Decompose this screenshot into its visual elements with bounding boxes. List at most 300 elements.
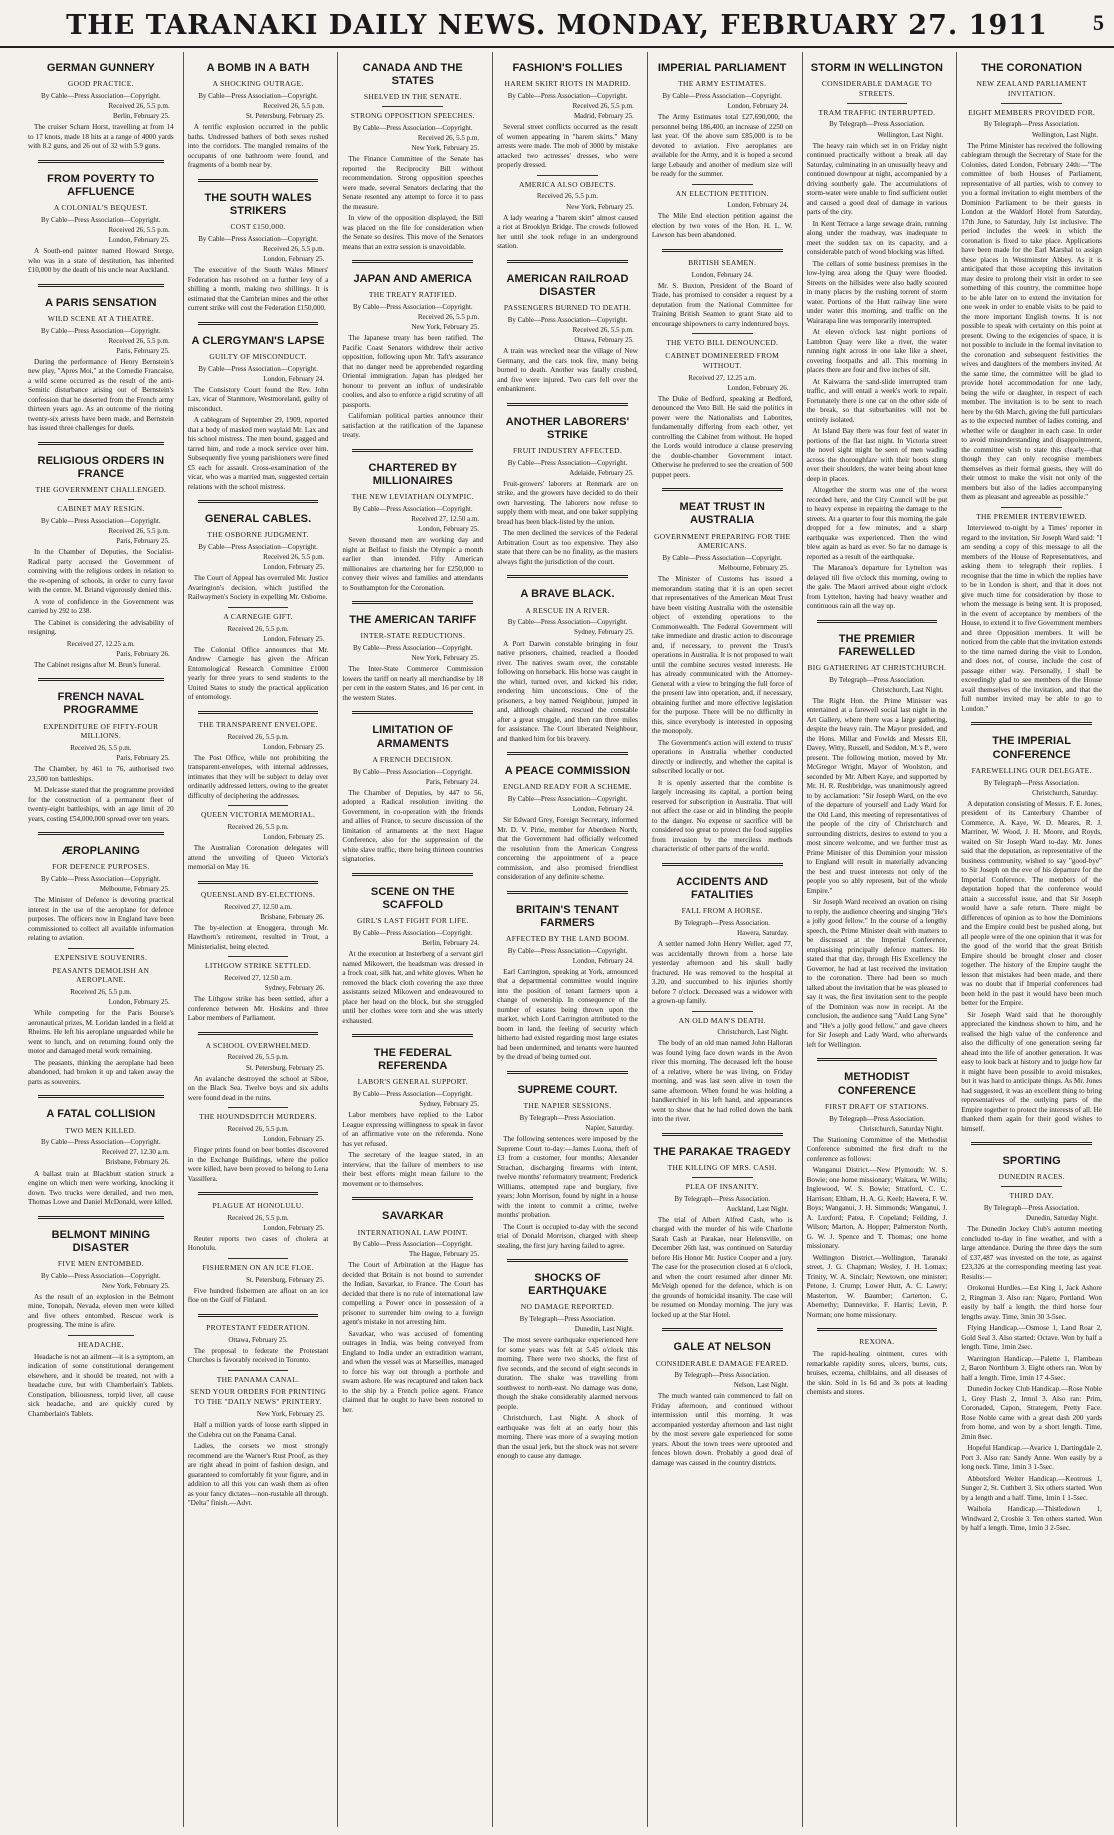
article: [497, 1272, 638, 1462]
article-headline: THE PARAKAE TRAGEDY: [653, 1145, 791, 1158]
article-headline: SHOCKS OF EARTHQUAKE: [528, 1272, 607, 1298]
article-paragraph: The secretary of the league stated, in an interview, that the failure of members to use their best efforts might mean failure to the movement or to themselves.: [342, 1151, 484, 1188]
column-rule: [382, 106, 443, 107]
article: [497, 273, 638, 395]
dateline: By Telegraph—Press Association.: [829, 1114, 925, 1123]
dateline: Dunedin, Last Night.: [574, 1325, 634, 1334]
dateline: Christchurch, Last Night.: [872, 685, 944, 694]
column-rule: [507, 575, 628, 578]
dateline: By Cable—Press Association—Copyright.: [198, 543, 318, 552]
article-headline: A BOMB IN A BATH: [206, 62, 310, 74]
dateline: By Cable—Press Association—Copyright.: [507, 315, 628, 324]
column-rule: [1001, 103, 1062, 104]
article-headline: FRENCH NAVAL PROGRAMME: [57, 691, 145, 717]
article-headline: ÆROPLANING: [61, 845, 140, 858]
article-subheading: BRITISH SEAMEN.: [688, 257, 757, 267]
article-paragraph: Savarkar, who was accused of fomenting outrages in India, was being conveyed from England to India under an extradition warrant, and when the vessel was at Marseilles, managed to force his way out through a porthole and swam ashore. He was recaptured and taken back to the ship by a French police agent. France claimed that he ought to have been restored to her.: [342, 1329, 484, 1414]
article-subheading: ENGLAND READY FOR A SCHEME.: [503, 782, 632, 792]
column-rule: [228, 1107, 289, 1108]
column-rule: [352, 260, 473, 263]
article-subheading: FRUIT INDUSTRY AFFECTED.: [512, 445, 623, 455]
article-paragraph: At the execution at Insterberg of a servant girl named Mikowert, the headsman was dressed in a frock coat, silk hat, and white gloves. When he removed the black cloth covering the axe three assistants seized Mikowert and endeavoured to place her head on the block, but she struggled until her clothes were torn and she was utterly exhausted.: [342, 950, 484, 1025]
article-subheading: NEW ZEALAND PARLIAMENT INVITATION.: [976, 79, 1087, 98]
article-subheading: FOR DEFENCE PURPOSES.: [52, 862, 150, 872]
dateline: New York, February 25.: [411, 323, 480, 332]
dateline: Melbourne, February 25.: [99, 885, 170, 894]
dateline: Received 26, 5.5 p.m.: [227, 1213, 289, 1222]
column-rule: [38, 1216, 164, 1219]
column-rule: [38, 284, 164, 287]
column-rule: [352, 1034, 473, 1037]
column-rule: [38, 442, 164, 445]
article: [961, 735, 1102, 1134]
article-paragraph: A deputation consisting of Messrs. F. E. Jones, president of its Canterbury Chamber of Commerce, A. Kaye, W. D. Meares, R. J. Marriner, W. Wood, J. H. Moore, and Royds, waited on Sir Joseph Ward to-day. Mr. Jones said that the deputation, as representative of the business community, wished to say "good-bye" to Sir Joseph on the eve of his departure for the Imperial Conference. The members of the deputation hoped that the conference would attain a successful issue, and that Sir Joseph would have a safe return. There might be differences of opinion as to how the Dominions and the Empire could best be pushed along, but all people were of the one opinion that it was for the good of the world that the great British Empire should be brought closer and closer together. The history of the Empire taught the lesson that mistakes had been made, and there was no doubt that if Imperial conferences had been held in the past it would have been much better for the Empire.: [961, 799, 1102, 1008]
column-rule: [507, 891, 628, 894]
dateline: Received 27, 12.25 a.m.: [66, 639, 135, 648]
column-rule: [198, 1314, 319, 1317]
article-headline: SAVARKAR: [382, 1210, 444, 1223]
article-headline: A PEACE COMMISSION: [504, 765, 631, 777]
article-headline: IMPERIAL PARLIAMENT: [657, 62, 787, 74]
article-paragraph: The cellars of some business premises in the low-lying area along the Quay were flooded. Streets on the hillsides were also badly scoured in many places by the rushing torrent of storm water. Portions of the Hutt railway line were under water this morning, and traffic on the Wairarapa line was temporarily interrupted.: [806, 259, 948, 325]
article-headline: BRITAIN'S TENANT FARMERS: [515, 903, 619, 929]
article: [342, 273, 483, 441]
article-paragraph: During the performance of Henry Bernstein's new play, "Apres Moi," at the Comedie Francaise, a wild scene occurred as the result of the anti-Semitic disturbance arising out of Bernstein's confession that he deserted from the French army thirteen years ago. As an outcome of the rioting twenty-six arrests have been made, and Bernstein has issued three challenges for duels.: [28, 357, 174, 433]
article-subheading: EXPENSIVE SOUVENIRS.: [54, 952, 148, 962]
column-rule: [38, 678, 164, 681]
article-paragraph: The Court of Appeal has overruled Mr. Justice Avarington's decision, which justified the Railwaymen's Society in expelling Mr. Osborne.: [187, 574, 329, 602]
column-rule: [198, 322, 319, 325]
article-subheading: THIRD DAY.: [1009, 1191, 1054, 1201]
article-subheading: SHELVED IN THE SENATE.: [363, 92, 462, 102]
dateline: Ottawa, February 25.: [574, 335, 634, 344]
article: [28, 691, 174, 824]
article-paragraph: A Port Darwin constable bringing in four native prisoners, chained, reached a flooded river. The natives swam over, the constable following on horseback. His horse was caught in the whirl, turned over, and kicked his rider, rendering him unconscious. One of the prisoners, a boy named Neighbour, jumped in and, although chained, rescued the constable after a great struggle, and then ran three miles for assistance. The Court liberated Neighbour, and thanked him for his bravery.: [497, 639, 638, 743]
dateline: Received 26, 5.5 p.m.: [227, 732, 289, 741]
dateline: By Telegraph—Press Association.: [674, 1371, 771, 1380]
column-rule: [228, 1370, 289, 1371]
column-rule: [228, 956, 289, 957]
dateline: By Cable—Press Association—Copyright.: [507, 946, 628, 955]
article: [961, 62, 1102, 714]
article-subheading: INTER-STATE REDUCTIONS.: [360, 631, 466, 641]
column-rule: [847, 103, 908, 104]
article-paragraph: At Kaiwarra the sand-slide interrupted tram traffic, and will entail a week's work to repair. Fortunately there is one car on the other side of the break, so that suburbanites will not be entirely isolated.: [806, 377, 948, 424]
article-subheading: EIGHT MEMBERS PROVIDED FOR.: [968, 107, 1096, 117]
article-paragraph: M. Delcasse stated that the programme provided for the construction of a permanent fleet of twenty-eight battleships, with an age limit of 20 years, costing £54,000,000 spread over ten years.: [28, 786, 174, 823]
column-1: [28, 52, 174, 1827]
article-subheading: PROTESTANT FEDERATION.: [206, 1322, 310, 1332]
column-rule: [537, 175, 598, 176]
article-paragraph: A lady wearing a "harem skirt" almost caused a riot at Brooklyn Bridge. The crowds followed her until she took refuge in an underground station.: [497, 213, 638, 251]
article: [188, 1323, 329, 1509]
article-headline: THE PREMIER FAREWELLED: [838, 632, 916, 658]
dateline: By Telegraph—Press Association.: [674, 1194, 771, 1203]
dateline: Christchurch, Last Night.: [717, 1028, 789, 1037]
masthead: [0, 0, 1114, 48]
dateline: By Telegraph—Press Association.: [983, 1203, 1080, 1212]
article-subheading: NO DAMAGE REPORTED.: [520, 1302, 615, 1312]
dateline: New York, February 25.: [411, 654, 480, 663]
dateline: Sydney, February 25.: [419, 1100, 480, 1109]
article: [807, 62, 948, 612]
dateline: New York, February 25.: [566, 202, 634, 211]
article-headline: FROM POVERTY TO AFFLUENCE: [47, 172, 155, 198]
article-subheading: STRONG OPPOSITION SPEECHES.: [350, 111, 475, 121]
article-paragraph: The executive of the South Wales Miners' Federation has resolved on a further levy of a shilling a month, making two shillings. It is estimated that the Cambrian mines and the other current strike will cost the Federation £150,000.: [187, 266, 329, 313]
article-subheading: AFFECTED BY THE LAND BOOM.: [505, 934, 629, 943]
column-rule: [38, 1095, 164, 1098]
dateline: By Telegraph—Press Association.: [674, 918, 771, 927]
dateline: By Cable—Press Association—Copyright.: [41, 91, 161, 100]
article-paragraph: In view of the opposition displayed, the Bill was placed on the file for consideration when the Senate so desires. This move of the Senators means that an extra session is unavoidable.: [342, 214, 484, 251]
article: [807, 1337, 948, 1397]
dateline: Received 27, 12.50 a.m.: [224, 973, 292, 982]
article-paragraph: The Cabinet is considering the advisability of resigning.: [28, 618, 174, 636]
dateline: London, February 24.: [727, 102, 789, 111]
article-headline: GENERAL CABLES.: [204, 513, 312, 526]
article-paragraph: The men declined the services of the Federal Arbitration Court as too expensive. They also state that there can be no finality, as the masters always fight the jurisdiction of the court.: [497, 529, 638, 566]
article-paragraph: Sir Edward Grey, Foreign Secretary, informed Mr. D. V. Pirie, member for Aberdeen North, that the Government had officially welcomed the resolution from the American Congress concerning the appointment of a peace commission, and also promised friendliest consideration of any definite scheme.: [497, 816, 638, 882]
article-paragraph: The Mile End election petition against the election by two votes of the Hon. H. L. W. Lawson has been abandoned.: [651, 212, 793, 240]
article-subheading: FISHERMEN ON AN ICE FLOE.: [202, 1262, 314, 1272]
dateline: By Telegraph—Press Association.: [983, 778, 1080, 787]
dateline: By Telegraph—Press Association.: [829, 120, 925, 129]
article: [652, 876, 793, 1125]
dateline: Received 26, 5.5 p.m.: [108, 225, 170, 234]
dateline: London, February 25.: [418, 525, 480, 534]
masthead-title: THE TARANAKI DAILY NEWS. MONDAY, FEBRUARY 27. 1911: [66, 10, 1048, 41]
column-rule: [198, 179, 319, 182]
article-subheading: A SHOCKING OUTRAGE.: [212, 79, 304, 89]
dateline: Paris, February 25.: [116, 536, 170, 545]
dateline: London, February 25.: [108, 998, 170, 1007]
article-paragraph: The Minister of Defence is devoting practical interest in the use of the aeroplane for defence purposes. The officers now in England have been commissioned to collect all available information relating to aviation.: [28, 896, 174, 943]
dateline: London, February 25.: [263, 634, 325, 643]
article: [652, 501, 793, 855]
column-5: [647, 52, 793, 1827]
dateline: Auckland, Last Night.: [726, 1204, 789, 1213]
dateline: London, February 24.: [263, 374, 325, 383]
article-paragraph: The Australian Coronation delegates will attend the unveiling of Queen Victoria's memorial on May 16.: [187, 844, 329, 872]
dateline: By Cable—Press Association—Copyright.: [352, 1240, 473, 1249]
column-rule: [817, 1058, 938, 1061]
article-subheading: GOVERNMENT PREPARING FOR THE AMERICANS.: [654, 531, 791, 551]
column-rule: [198, 711, 319, 714]
article-headline: SCENE ON THE SCAFFOLD: [370, 885, 455, 911]
article-subheading: SEND YOUR ORDERS FOR PRINTING TO THE "DAILY NEWS" PRINTERY.: [190, 1387, 327, 1407]
dateline: By Cable—Press Association—Copyright.: [352, 123, 473, 132]
dateline: London, February 25.: [263, 563, 325, 572]
article-subheading: WILD SCENE AT A THEATRE.: [47, 313, 154, 323]
article-headline: THE CORONATION: [981, 62, 1083, 74]
dateline: By Cable—Press Association—Copyright.: [352, 767, 473, 776]
article-subheading: TWO MEN KILLED.: [65, 1125, 137, 1135]
article: [342, 1047, 483, 1189]
column-rule: [68, 499, 134, 500]
article: [28, 1108, 174, 1207]
article-paragraph: The body of an old man named John Halloran was found lying face down wards in the Avon river this morning. The deceased left the house of a relative, where he was living, on Friday morning, and was last seen alive in town the same afternoon. When found he was holding a handkerchief in his left hand, and appearances went to show that he had rolled down the bank into the river.: [651, 1039, 793, 1124]
dateline: Received 26, 5.5 p.m.: [108, 526, 170, 535]
column-rule: [971, 722, 1092, 725]
column-rule: [198, 881, 319, 884]
column-rule: [38, 832, 164, 835]
dateline: Received 26, 5.5 p.m.: [263, 102, 325, 111]
dateline: By Cable—Press Association—Copyright.: [41, 215, 161, 224]
dateline: Berlin, February 25.: [112, 112, 170, 121]
dateline: Christchurch, Saturday.: [1032, 788, 1098, 797]
column-rule: [507, 1259, 628, 1262]
article-headline: A BRAVE BLACK.: [520, 588, 615, 601]
article-paragraph: The heavy rain which set in on Friday night continued practically without a break all day Saturday, culminating in an unusually heavy and continued downpour at night, accompanied by a driving southerly gale. The accumulations of storm-water were unable to find sufficient outlet and caused a good deal of damage in various parts of the city.: [806, 141, 948, 217]
dateline: By Cable—Press Association—Copyright.: [507, 794, 628, 803]
article: [188, 62, 329, 171]
article-subheading: THE PREMIER INTERVIEWED.: [976, 511, 1088, 521]
dateline: Christchurch, Saturday Night.: [859, 1124, 944, 1133]
dateline: Sydney, February 26.: [264, 984, 325, 993]
article: [342, 724, 483, 864]
article-headline: A CLERGYMAN'S LAPSE: [191, 334, 325, 347]
dateline: By Cable—Press Association—Copyright.: [352, 303, 473, 312]
article-headline: FASHION'S FOLLIES: [512, 62, 623, 74]
article: [188, 890, 329, 1024]
article-subheading: INTERNATIONAL LAW POINT.: [357, 1227, 468, 1237]
article-subheading: A CARNEGIE GIFT.: [223, 611, 293, 621]
article-subheading: HAREM SKIRT RIOTS IN MADRID.: [504, 79, 631, 89]
article-paragraph: A settler named John Henry Weller, aged 77, was accidentally thrown from a horse late yesterday afternoon and his skull badly fractured. He was removed to the hospital at 3.20, and succumbed to his injuries shortly before 7 o'clock. Deceased was a widower with a grown-up family.: [651, 940, 793, 1006]
dateline: Received 26, 5.5 p.m.: [227, 823, 289, 832]
article-subheading: DUNEDIN RACES.: [998, 1172, 1065, 1182]
article-paragraph: A train was wrecked near the village of New Germany, and the cars took fire, many being burned to death. Another was fatally crushed, and five were injured. Two cars fell over the embankment.: [497, 347, 638, 394]
article-paragraph: The rapid-healing ointment, cures with remarkable rapidity sores, ulcers, burns, cuts, bruises, eczema, chilblains, and all diseases of the skin. Sold in 1s 6d and 3s pots at leading chemists and stores.: [806, 1350, 948, 1396]
article-paragraph: Labor members have replied to the Labor League expressing willingness to speak in favor of an affirmative vote on the referenda. None has yet refused.: [342, 1111, 484, 1148]
column-rule: [68, 1335, 134, 1336]
article-subheading: BIG GATHERING AT CHRISTCHURCH.: [807, 663, 947, 672]
dateline: By Cable—Press Association—Copyright.: [662, 91, 782, 100]
article-subheading: TRAM TRAFFIC INTERRUPTED.: [818, 107, 936, 117]
article-paragraph: The Cabinet resigns after M. Brun's funeral.: [34, 660, 161, 669]
article: [497, 416, 638, 568]
dateline: Brisbane, February 26.: [260, 912, 325, 921]
article: [188, 513, 329, 703]
article: [188, 192, 329, 314]
dateline: London, February 25.: [108, 236, 170, 245]
article: [28, 845, 174, 1087]
article-paragraph: The Chamber, by 461 to 76, authorised two 23,500 ton battleships.: [28, 765, 174, 783]
article-paragraph: Dunedin Jockey Club Handicap.—Rose Noble 1, Grey Flash 2, Irmul 3. Also ran: Prim, Coronaded, Capon, Strategem, Pretty Face. Rose Noble came with a great dash 200 yards from home, and won by a short length. Time, 2min 8sec.: [961, 1385, 1102, 1441]
article-paragraph: Hopeful Handicap.—Avarice 1, Dartingdale 2, Port 3. Also ran: Sandy Anne. Won easily by a long neck. Time, 1min 3 1-5sec.: [961, 1444, 1102, 1472]
article-subheading: EXPENDITURE OF FIFTY-FOUR MILLIONS.: [43, 721, 159, 741]
article-subheading: THE OSBORNE JUDGMENT.: [207, 530, 309, 540]
article: [342, 614, 483, 703]
dateline: New York, February 25.: [102, 1281, 170, 1290]
dateline: Received 26, 5.5 p.m.: [70, 988, 132, 997]
column-3: [337, 52, 483, 1827]
column-rule: [228, 1258, 289, 1259]
dateline: London, February 25.: [263, 1134, 325, 1143]
column-rule: [662, 249, 783, 252]
article-paragraph: Warrington Handicap.—Palette 1, Flambeau 2, Baron Northburn 3. Eight others ran. Won by half a length. Time, 1min 17 4-5sec.: [961, 1354, 1102, 1382]
article-paragraph: The Finance Committee of the Senate has reported the Reciprocity Bill without recommendation. Strong opposition speeches were made, several Senators declaring that the Senate resented any attempt to force it to pass the measure.: [342, 155, 484, 211]
article-headline: GERMAN GUNNERY: [46, 62, 155, 74]
dateline: Received 26, 5.5 p.m.: [417, 313, 480, 322]
article-paragraph: Abbotsford Welter Handicap.—Keotrous 1, Sunger 2, St. Cuthbert 3. Six others started. Won by a length and a half. Time, 1min 1 1-5sec.: [961, 1474, 1102, 1502]
article-subheading: GUILTY OF MISCONDUCT.: [209, 351, 307, 361]
article-headline: METHODIST CONFERENCE: [837, 1071, 916, 1097]
article-paragraph: Waihola Handicap.—Thistledown 1, Windward 2, Crosbie 3. Ten others started. Won by half a length. Time, 1min 3 2-5sec.: [961, 1505, 1102, 1533]
dateline: St. Petersburg, February 25.: [246, 1275, 325, 1284]
dateline: Received 26, 5.5 p.m.: [417, 133, 480, 142]
article-subheading: FAREWELLING OUR DELEGATE.: [971, 765, 1092, 775]
dateline: London, February 25.: [263, 1223, 325, 1232]
article-subheading: A COLONIAL'S BEQUEST.: [53, 203, 148, 213]
dateline: London, February 24.: [572, 956, 634, 965]
dateline: Napier, Saturday.: [585, 1123, 634, 1132]
column-rule: [692, 1011, 753, 1012]
column-rule: [228, 805, 289, 806]
column-rule: [817, 620, 938, 623]
article-paragraph: The peasants, thinking the aeroplane had been abandoned, had broken it up and taken away the parts as souvenirs.: [28, 1058, 174, 1086]
article-subheading: AMERICA ALSO OBJECTS.: [519, 179, 616, 189]
dateline: By Cable—Press Association—Copyright.: [352, 644, 473, 653]
dateline: The Hague, February 25.: [408, 1250, 480, 1259]
article-subheading: HEADACHE.: [77, 1339, 124, 1349]
dateline: By Cable—Press Association—Copyright.: [41, 1271, 161, 1280]
dateline: Madrid, February 25.: [573, 112, 634, 121]
dateline: Received 26, 5.5 p.m.: [572, 102, 634, 111]
article-subheading: PASSENGERS BURNED TO DEATH.: [503, 303, 632, 313]
article-headline: MEAT TRUST IN AUSTRALIA: [679, 501, 765, 527]
article: [652, 1146, 793, 1320]
dateline: Sydney, February 25.: [574, 628, 634, 637]
dateline: By Cable—Press Association—Copyright.: [507, 458, 628, 467]
column-rule: [507, 260, 628, 263]
column-rule: [68, 948, 134, 949]
dateline: Paris, February 26.: [116, 649, 170, 658]
article: [961, 1155, 1102, 1533]
article-paragraph: The Court is occupied to-day with the second trial of Donald Morrison, charged with sheep stealing, the first jury having failed to agree.: [497, 1222, 638, 1250]
article-paragraph: The most severe earthquake experienced here for some years was felt at 5.45 o'clock this morning. There were two shocks, the first of five seconds, and the second of eight seconds in duration. The shake was travelling from southwest to north-east. No damage was done, though the shake considerably alarmed nervous people.: [497, 1336, 638, 1411]
column-rule: [507, 403, 628, 406]
dateline: By Cable—Press Association—Copyright.: [507, 618, 628, 627]
dateline: By Cable—Press Association—Copyright.: [352, 928, 473, 937]
article-paragraph: The Duke of Bedford, speaking at Bedford, denounced the Veto Bill. He said the politics in power were the Nationalists and Laborites, fundamentally differing from each other, yet controlling the Cabinet from without. He hoped the Lords would introduce a clause preserving the double-chamber Government intact. Otherwise he preferred to see the creation of 500 puppet peers.: [651, 394, 793, 479]
article-subheading: CONSIDERABLE DAMAGE FEARED.: [655, 1358, 789, 1368]
article: [807, 1071, 948, 1320]
article-headline: JAPAN AND AMERICA: [353, 273, 473, 286]
column-rule: [662, 488, 783, 491]
column-rule: [352, 711, 473, 714]
article-paragraph: The cruiser Scharn Horst, travelling at from 14 to 17 knots, made 18 hits at a range of 4000 yards with 8.2 guns, and 26 out of 32 with 5.9 guns.: [28, 123, 174, 151]
dateline: Adelaide, February 25.: [569, 468, 634, 477]
article-subheading: REXONA.: [859, 1337, 895, 1347]
column-rule: [817, 1328, 938, 1331]
dateline: Received 27, 12.50 a.m.: [411, 515, 480, 524]
article-subheading: THE PANAMA CANAL.: [216, 1374, 300, 1384]
article-paragraph: A vote of confidence in the Government was carried by 292 to 238.: [28, 597, 174, 615]
article-subheading: THE GOVERNMENT CHALLENGED.: [35, 485, 167, 495]
column-rule: [692, 1177, 753, 1178]
dateline: London, February 24.: [572, 805, 634, 814]
article-paragraph: The Court of Arbitration at the Hague has decided that Britain is not bound to surrender the Indian, Savarkar, to France. The Court has decided that there is no rule of international law compelling a Power once in possession of a prisoner to surrender him owing to a foreign agent's mistake in not arresting him.: [342, 1261, 484, 1327]
article-subheading: GOOD PRACTICE.: [67, 79, 134, 89]
article-paragraph: The Government's action will extend to trusts' operations in Australia whether conducted directly or indirectly, and whether the capital is subscribed locally or not.: [651, 738, 793, 776]
article-paragraph: Fruit-growers' laborers at Renmark are on strike, and the growers have decided to do their own harvesting. The laborers now refuse to supply them with meat, and one baker supplying bread has been black-listed by the union.: [497, 479, 638, 526]
dateline: By Telegraph—Press Association.: [829, 675, 925, 684]
article: [497, 62, 638, 252]
column-7: [956, 52, 1102, 1827]
article-paragraph: Ladies, the corsets we most strongly recommend are the Warner's Rust Proof, as they are right ahead in point of fashion design, and guaranteed to comfortably fit your figure, and in addition to all this you can wash them as often as your fancy dictates—non-rustable all through. "Delta" finish.—Advt.: [187, 1442, 329, 1507]
dateline: Dunedin, Saturday Night.: [1026, 1213, 1098, 1222]
article: [652, 62, 793, 241]
dateline: By Cable—Press Association—Copyright.: [352, 505, 473, 513]
dateline: By Telegraph—Press Association.: [519, 1315, 616, 1324]
article-paragraph: The Inter-State Commerce Commission lowers the tariff on nearly all merchandise by 18 per cent in the eastern States, and 16 per cent. in the western States.: [342, 665, 484, 702]
article-headline: A PARIS SENSATION: [45, 296, 157, 309]
dateline: By Cable—Press Association—Copyright.: [41, 875, 161, 884]
article-paragraph: Flying Handicap.—Osmose 1, Land Roar 2, Gold Seal 3. Also started: Octave. Won by half a length. Time, 1min 2sec.: [961, 1324, 1102, 1352]
article-paragraph: Christchurch, Last Night. A shock of earthquake was felt at an early hour this morning. There was more of a swaying motion than the usual jerk, but the shock was not severe enough to cause any damage.: [497, 1414, 638, 1461]
article-subheading: FIVE MEN ENTOMBED.: [57, 1258, 144, 1268]
dateline: Brisbane, February 26.: [105, 1158, 170, 1167]
article-headline: RELIGIOUS ORDERS IN FRANCE: [37, 454, 165, 481]
article-subheading: PEASANTS DEMOLISH AN AEROPLANE.: [52, 965, 150, 985]
column-rule: [352, 449, 473, 452]
article-paragraph: Sir Joseph Ward said that he thoroughly appreciated the kindness shown to him, and he realised the high value of the conference and also the difficulty of one generation seeing far ahead into the life of another generation. It was easy to look back at history and to judge how far it might have been possible to avoid mistakes, but it was hard to anticipate things. As Mr. Jones had suggested, it was an excellent thing to bring representatives of the outlying parts of the Empire together to protect the interests of all. He thanked them again for their good wishes to himself.: [961, 1010, 1102, 1133]
dateline: By Cable—Press Association—Copyright.: [41, 516, 161, 525]
article-subheading: THE VETO BILL DENOUNCED.: [666, 338, 779, 348]
page-number: 5: [1093, 10, 1104, 35]
column-rule: [971, 1142, 1092, 1145]
column-rule: [662, 863, 783, 866]
article-headline: A FATAL COLLISION: [46, 1108, 156, 1121]
article-headline: AMERICAN RAILROAD DISASTER: [506, 272, 629, 298]
article-subheading: CONSIDERABLE DAMAGE TO STREETS.: [821, 79, 932, 98]
article-headline: LIMITATION OF ARMAMENTS: [372, 724, 454, 750]
dateline: London, February 25.: [263, 255, 325, 264]
dateline: Paris, February 25.: [116, 346, 170, 355]
dateline: Paris, February 24.: [425, 777, 480, 786]
dateline: By Cable—Press Association—Copyright.: [198, 234, 318, 243]
article-paragraph: The Lithgow strike has been settled, after a conference between Mr. Hoskins and three Labor members of Parliament.: [187, 995, 329, 1023]
article-headline: GALE AT NELSON: [673, 1341, 771, 1354]
article-paragraph: Orokonui Hurdles.—Est King 1, Jack Ashore 2, Ringman 3. Also ran: Ngaro, Portland. Won easily by half a length, the third horse four lengths away. Time, 3min 30 3-5sec.: [961, 1284, 1102, 1321]
article-subheading: THE KILLING OF MRS. CASH.: [667, 1163, 777, 1173]
article-paragraph: A ballast train at Blackbutt station struck a engine on which men were working, knocking it down. Two trucks were derailed, and two men, Thomas Lowe and Daniel McDonald, were killed.: [28, 1169, 174, 1207]
article-headline: THE IMPERIAL CONFERENCE: [992, 735, 1072, 761]
dateline: Received 26, 5.5 p.m.: [536, 192, 599, 201]
column-rule: [1001, 1186, 1062, 1187]
article-paragraph: A terrific explosion occurred in the public baths. Undressed bathers of both sexes rushed into the corridors. The mangled remains of the occupants of one bathroom were found, and fragments of a bomb near by.: [187, 123, 329, 170]
article-headline: CHARTERED BY MILLIONAIRES: [368, 461, 458, 488]
article-paragraph: Finger prints found on beer bottles discovered in the Exchange Buildings, where the police were killed, have been proved to belong to Lena Vassillera.: [187, 1146, 329, 1183]
article: [188, 1201, 329, 1306]
article-paragraph: Seven thousand men are working day and night at Belfast to finish the Olympic a month earlier than intended. Fifty American millionaires are chartering her for £250,000 to convey their wives and families and attendants to Southampton for the Coronation.: [342, 536, 484, 592]
column-rule: [692, 333, 753, 334]
article: [28, 173, 174, 276]
dateline: By Cable—Press Association—Copyright.: [41, 1138, 161, 1147]
article: [342, 462, 483, 593]
article: [342, 62, 483, 252]
dateline: London, February 25.: [263, 833, 325, 842]
article: [28, 1229, 174, 1420]
article-paragraph: While competing for the Paris Bourse's aeronautical prizes, M. Loridan landed in a field at Rheims. He left his aeroplane unguarded while he went to lunch, and on returning found only the motor and damaged metal work remaining.: [28, 1009, 174, 1056]
dateline: Received 26, 5.5 p.m.: [263, 553, 325, 562]
column-rule: [198, 1032, 319, 1035]
article-subheading: THE HOUNDSDITCH MURDERS.: [199, 1112, 317, 1122]
article-subheading: QUEENSLAND BY-ELECTIONS.: [200, 889, 316, 899]
article-subheading: FALL FROM A HORSE.: [681, 906, 763, 916]
